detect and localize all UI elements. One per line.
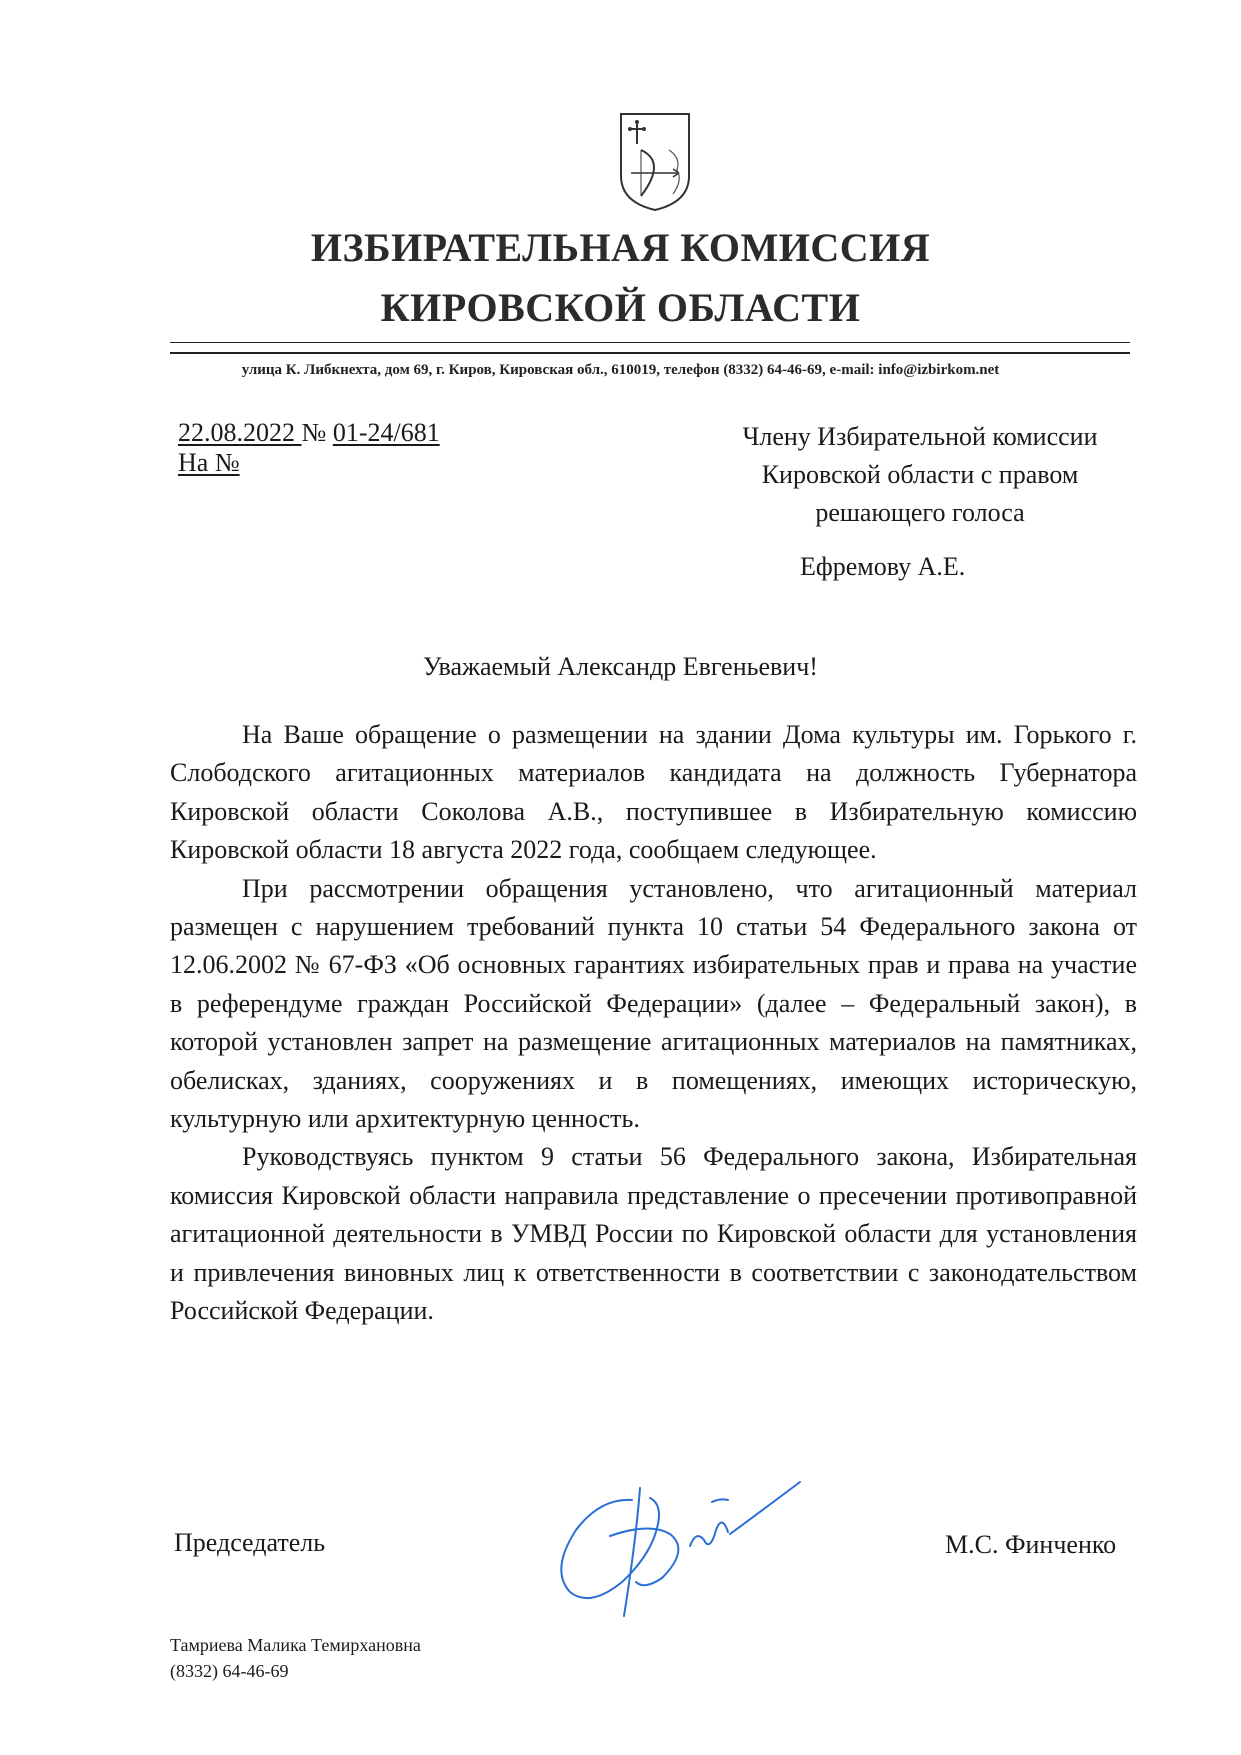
- org-address: улица К. Либкнехта, дом 69, г. Киров, Кировская обл., 610019, телефон (8332) 64-46-69, e-mail: info@izbirkom.net: [241, 362, 1000, 378]
- addressee-line1: Члену Избирательной комиссии: [742, 422, 1098, 451]
- header-divider-thick: [170, 352, 1130, 354]
- coat-of-arms-icon: [617, 110, 693, 214]
- executor-name: Тамриева Малика Темирхановна: [170, 1635, 421, 1655]
- registration-block: [178, 418, 440, 478]
- org-title-line2: КИРОВСКОЙ ОБЛАСТИ: [380, 285, 861, 330]
- addressee-name: Ефремову А.Е.: [800, 552, 966, 581]
- addressee-line2: Кировской области с правом: [761, 460, 1079, 489]
- letter-date: 22.08.2022: [178, 418, 302, 447]
- reply-to-number: На №: [178, 448, 240, 477]
- executor-phone: (8332) 64-46-69: [170, 1661, 289, 1681]
- signer-name: М.С. Финченко: [945, 1530, 1117, 1559]
- header-divider: [170, 342, 1130, 343]
- signature-icon: [540, 1470, 820, 1620]
- letter-number: 01-24/681: [332, 418, 440, 447]
- body-paragraph-2: При рассмотрении обращения установлено, что агитационный материал размещен с нарушением требований пункта 10 статьи 54 Федерального закона от 12.06.2002 № 67-ФЗ «Об основных гарантиях избирательных прав и права на участие в референдуме граждан Российской Федерации» (далее – Федеральный закон), в которой установлен запрет на размещение агитационных материалов на памятниках, обелисках, зданиях, сооружениях и в помещениях, имеющих историческую, культурную или архитектурную ценность.: [170, 873, 1137, 1134]
- salutation: Уважаемый Александр Евгеньевич!: [423, 652, 818, 681]
- addressee-block: [660, 418, 1180, 532]
- number-sign: №: [301, 418, 333, 447]
- body-paragraph-1: На Ваше обращение о размещении на здании Дома культуры им. Горького г. Слободского агитационных материалов кандидата на должность Губернатора Кировской области Соколова А.В., поступившее в Избирательную комиссию Кировской области 18 августа 2022 года, сообщаем следующее.: [170, 720, 1137, 865]
- executor-block: [170, 1632, 421, 1684]
- letter-body: [170, 716, 1137, 1331]
- addressee-line3: решающего голоса: [815, 498, 1025, 527]
- body-paragraph-3: Руководствуясь пунктом 9 статьи 56 Федерального закона, Избирательная комиссия Кировской области направила представление о пресечении противоправной агитационной деятельности в УМВД России по Кировской области для установления и привлечения виновных лиц к ответственности в соответствии с законодательством Российской Федерации.: [170, 1142, 1137, 1326]
- org-title-line1: ИЗБИРАТЕЛЬНАЯ КОМИССИЯ: [310, 225, 931, 270]
- signer-position: Председатель: [174, 1528, 326, 1557]
